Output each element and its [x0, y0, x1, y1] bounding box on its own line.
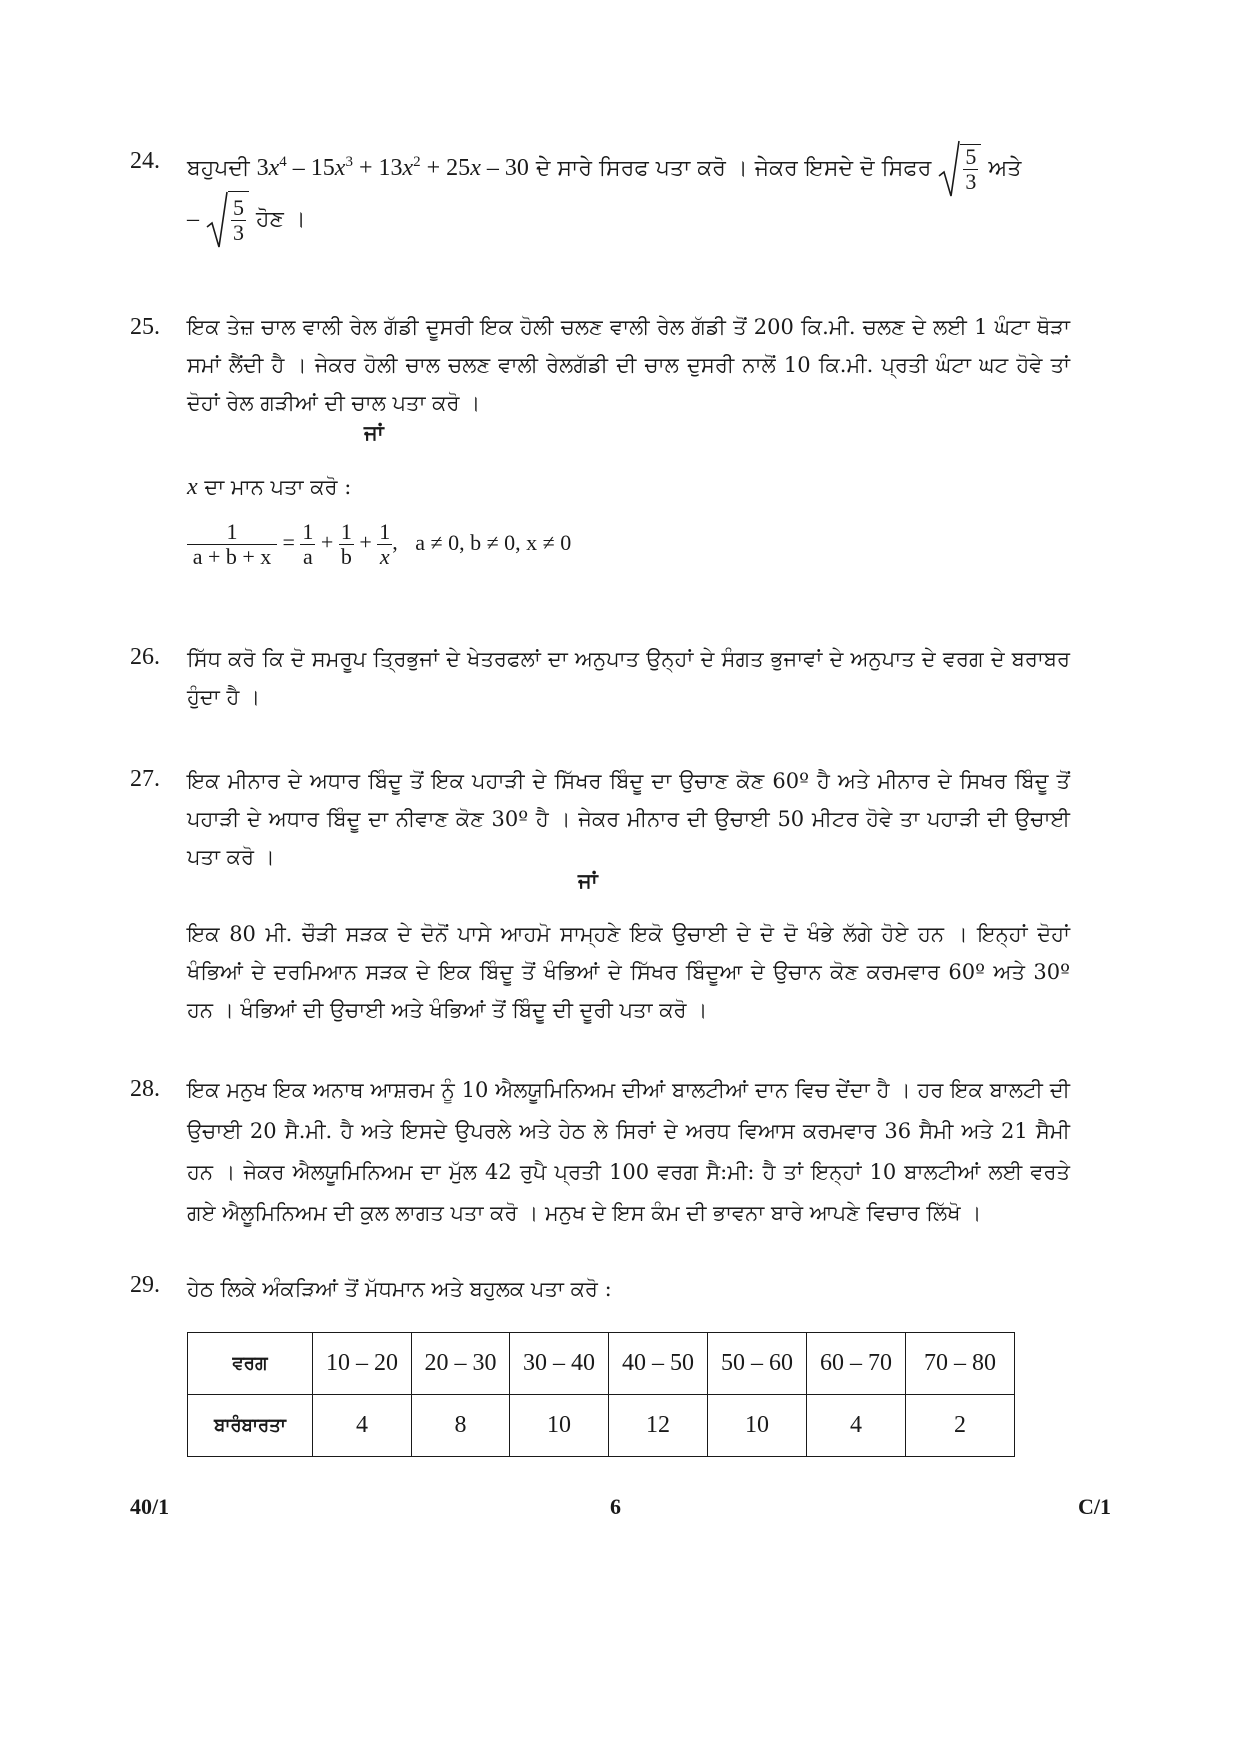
table-cell: 20 – 30	[412, 1333, 510, 1395]
negative-sqrt-5-over-3: $\frac{5}{3}$	[206, 191, 249, 250]
question-28	[130, 1070, 1070, 1240]
question-text: ਇਕ ਤੇਜ਼ ਚਾਲ ਵਾਲੀ ਰੇਲ ਗੱਡੀ ਦੂਸਰੀ ਇਕ ਹੋਲੀ ਚਲਣ ਵਾਲੀ ਰੇਲ ਗੱਡੀ ਤੋਂ 200 ਕਿ.ਮੀ. ਚਲਣ ਦੇ ਲਈ 1 ਘੰਟਾ ਥੋੜਾ ਸਮਾਂ ਲੈਂਦੀ ਹੈ । ਜੇਕਰ ਹੋਲੀ ਚਾਲ ਚਲਣ ਵਾਲੀ ਰੇਲਗੱਡੀ ਦੀ ਚਾਲ ਦੁਸਰੀ ਨਾਲੋਂ 10 ਕਿ.ਮੀ. ਪ੍ਰਤੀ ਘੰਟਾ ਘਟ ਹੋਵੇ ਤਾਂ ਦੋਹਾਂ ਰੇਲ ਗੜੀਆਂ ਦੀ ਚਾਲ ਪਤਾ ਕਰੋ ।	[187, 315, 1070, 415]
table-cell: 70 – 80	[906, 1333, 1015, 1395]
question-29	[130, 1270, 1070, 1320]
table-cell: 40 – 50	[609, 1333, 708, 1395]
fraction-1-over-b: $\frac{1}{b}$	[340, 519, 352, 569]
equation: $\frac{1}{a + b + x}$ = $\frac{1}{a}$ + $\frac{1}{b}$ + $\frac{1}{x}$ , a ≠ 0, b ≠ 0, x ≠ 0	[187, 520, 571, 569]
table-header-frequency: ਬਾਰੰਬਾਰਤਾ	[188, 1395, 313, 1457]
footer-code-right: C/1	[1078, 1494, 1111, 1519]
polynomial: $3x^4 - 15x^3 + 13x^2 + 25x - 30$	[256, 154, 529, 181]
question-text: ਇਕ ਮੀਨਾਰ ਦੇ ਅਧਾਰ ਬਿੰਦੂ ਤੋਂ ਇਕ ਪਹਾੜੀ ਦੇ ਸਿੱਖਰ ਬਿੰਦੂ ਦਾ ਉਚਾਣ ਕੋਣ 60º ਹੈ ਅਤੇ ਮੀਨਾਰ ਦੇ ਸਿਖਰ ਬਿੰਦੂ ਤੋਂ ਪਹਾੜੀ ਦੇ ਅਧਾਰ ਬਿੰਦੂ ਦਾ ਨੀਵਾਣ ਕੋਣ 30º ਹੈ । ਜੇਕਰ ਮੀਨਾਰ ਦੀ ਉਚਾਈ 50 ਮੀਟਰ ਹੋਵੇ ਤਾ ਪਹਾੜੀ ਦੀ ਉਚਾਈ ਪਤਾ ਕਰੋ ।	[187, 769, 1070, 869]
question-text: ਇਕ ਮਨੁਖ ਇਕ ਅਨਾਥ ਆਸ਼ਰਮ ਨੂੰ 10 ਐਲਯੂਮਿਨਿਅਮ ਦੀਆਂ ਬਾਲਟੀਆਂ ਦਾਨ ਵਿਚ ਦੇਂਦਾ ਹੈ । ਹਰ ਇਕ ਬਾਲਟੀ ਦੀ ਉਚਾਈ 20 ਸੈ.ਮੀ. ਹੈ ਅਤੇ ਇਸਦੇ ਉਪਰਲੇ ਅਤੇ ਹੇਠ ਲੇ ਸਿਰਾਂ ਦੇ ਅਰਧ ਵਿਆਸ ਕਰਮਵਾਰ 36 ਸੈਮੀ ਅਤੇ 21 ਸੈਮੀ ਹਨ । ਜੇਕਰ ਐਲਯੂਮਿਨਿਅਮ ਦਾ ਮੁੱਲ 42 ਰੁਪੈ ਪ੍ਰਤੀ 100 ਵਰਗ ਸੈ:ਮੀ: ਹੈ ਤਾਂ ਇਨ੍ਹਾਂ 10 ਬਾਲਟੀਆਂ ਲਈ ਵਰਤੇ ਗਏ ਐਲੂਮਿਨਿਅਮ ਦੀ ਕੁਲ ਲਾਗਤ ਪਤਾ ਕਰੋ । ਮਨੁਖ ਦੇ ਇਸ ਕੰਮ ਦੀ ਭਾਵਨਾ ਬਾਰੇ ਆਪਣੇ ਵਿਚਾਰ ਲਿੱਖੋ ।	[187, 1078, 1070, 1225]
table-cell: 10 – 20	[313, 1333, 412, 1395]
question-25-alternative: x ਦਾ ਮਾਨ ਪਤਾ ਕਰੋ : $\frac{1}{a + b + x}$ = $\frac{1}{a}$ + $\frac{1}{b}$ + $\frac{1}{x}$ , a ≠ 0, b ≠ 0, x ≠ 0	[187, 474, 572, 569]
table-cell: 10	[708, 1395, 807, 1457]
table-cell: 30 – 40	[510, 1333, 609, 1395]
or-label: ਜਾਂ	[578, 868, 598, 893]
table-cell: 4	[313, 1395, 412, 1457]
question-text: ਇਕ 80 ਮੀ. ਚੌੜੀ ਸੜਕ ਦੇ ਦੋਨੋਂ ਪਾਸੇ ਆਹਮੋ ਸਾਮ੍ਹਣੇ ਇਕੋ ਉਚਾਈ ਦੇ ਦੋ ਦੋ ਖੰਭੇ ਲੱਗੇ ਹੋਏ ਹਨ । ਇਨ੍ਹਾਂ ਦੋਹਾਂ ਖੰਭਿਆਂ ਦੇ ਦਰਮਿਆਨ ਸੜਕ ਦੇ ਇਕ ਬਿੰਦੂ ਤੋਂ ਖੰਭਿਆਂ ਦੇ ਸਿੱਖਰ ਬਿੰਦੂਆ ਦੇ ਉਚਾਨ ਕੋਣ ਕਰਮਵਾਰ 60º ਅਤੇ 30º ਹਨ । ਖੰਭਿਆਂ ਦੀ ਉਚਾਈ ਅਤੇ ਖੰਭਿਆਂ ਤੋਂ ਬਿੰਦੂ ਦੀ ਦੂਰੀ ਪਤਾ ਕਰੋ ।	[187, 922, 1070, 1022]
table-cell: 10	[510, 1395, 609, 1457]
question-text: ਸਿੱਧ ਕਰੋ ਕਿ ਦੋ ਸਮਰੂਪ ਤ੍ਰਿਭੁਜਾਂ ਦੇ ਖੇਤਰਫਲਾਂ ਦਾ ਅਨੁਪਾਤ ਉਨ੍ਹਾਂ ਦੇ ਸੰਗਤ ਭੁਜਾਵਾਂ ਦੇ ਅਨੁਪਾਤ ਦੇ ਵਰਗ ਦੇ ਬਰਾਬਰ ਹੁੰਦਾ ਹੈ ।	[187, 647, 1070, 709]
question-27	[130, 762, 1070, 892]
question-text: ਬਹੁਪਦੀ $3x^4 - 15x^3 + 13x^2 + 25x - 30$ ਦੇ ਸਾਰੇ ਸਿਰਫ ਪਤਾ ਕਰੋ । ਜੇਕਰ ਇਸਦੇ ਦੋ ਸਿਫਰ $\frac{5}{3}$ ਅਤੇ	[187, 140, 1070, 198]
question-text: ਹੇਠ ਲਿਕੇ ਅੰਕੜਿਆਂ ਤੋਂ ਮੱਧਮਾਨ ਅਤੇ ਬਹੁਲਕ ਪਤਾ ਕਰੋ :	[187, 1277, 612, 1301]
question-number: 26.	[130, 644, 160, 670]
table-row-frequencies	[188, 1395, 1015, 1457]
table-cell: 60 – 70	[807, 1333, 906, 1395]
table-cell: 8	[412, 1395, 510, 1457]
question-number: 29.	[130, 1272, 160, 1298]
question-25	[130, 308, 1070, 438]
conditions: a ≠ 0, b ≠ 0, x ≠ 0	[415, 529, 572, 555]
lhs-fraction: $\frac{1}{a + b + x}$	[187, 520, 277, 569]
table-cell: 12	[609, 1395, 708, 1457]
question-number: 27.	[130, 766, 160, 792]
fraction-1-over-x: $\frac{1}{x}$	[379, 519, 391, 569]
question-number: 24.	[130, 148, 160, 174]
question-24-continued: – $\frac{5}{3}$ ਹੋਣ ।	[130, 190, 1070, 260]
table-cell: 2	[906, 1395, 1015, 1457]
footer-code-left: 40/1	[130, 1494, 170, 1519]
table-row-classes	[188, 1333, 1015, 1395]
table-header-class: ਵਰਗ	[188, 1333, 313, 1395]
question-number: 28.	[130, 1076, 160, 1102]
footer-page-number: 6	[610, 1494, 621, 1519]
question-27-alternative	[130, 915, 1070, 1045]
fraction-1-over-a: $\frac{1}{a}$	[302, 519, 314, 569]
or-label: ਜਾਂ	[364, 420, 384, 445]
table-cell: 50 – 60	[708, 1333, 807, 1395]
table-cell: 4	[807, 1395, 906, 1457]
question-26	[130, 640, 1070, 720]
frequency-table	[187, 1332, 1015, 1457]
question-number: 25.	[130, 314, 160, 340]
radical-sign-icon	[206, 191, 228, 249]
sqrt-5-over-3: $\frac{5}{3}$	[938, 140, 981, 198]
